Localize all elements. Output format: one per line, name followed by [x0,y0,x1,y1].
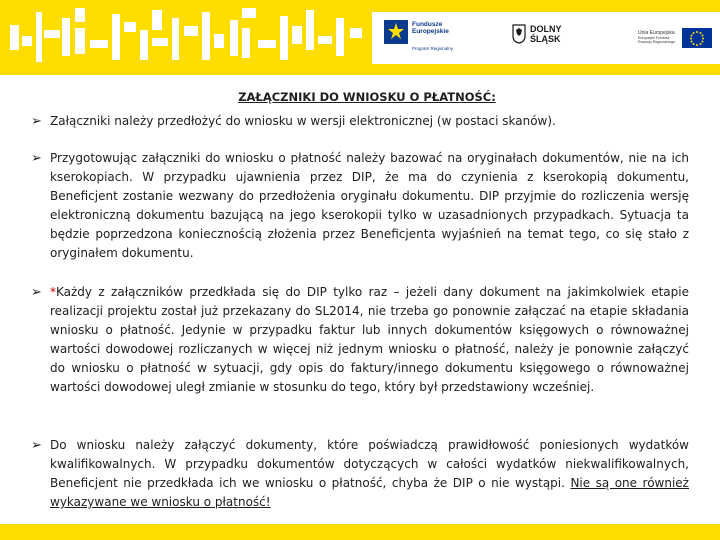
bottom-stripe [0,524,720,540]
eu-line2: Europejski Fundusz [638,36,670,40]
bullet-text: Do wniosku należy załączyć dokumenty, które poświadczą prawidłowość poniesionych wydatków kwalifikowalnych. W przypadku dokumentów dotyczących w całości wydatków niekwalifikowalnych, Beneficjent nie przedkłada ich we wniosku o płatność, chyba że DIP o nie wystąpi. [50,438,689,490]
arrow-bullet-icon: ➢ [31,114,42,129]
fe-title [412,21,449,35]
fundusze-europejskie-logo [384,18,484,58]
fe-line1: Fundusze [412,21,443,28]
underlined-note: Nie są one również wykazywane we wniosku o płatność! [50,476,689,509]
logo-panel [372,12,720,64]
bullet-text: Każdy z załączników przedkłada się do DIP tylko raz – jeżeli dany dokument na jakimkolwiek etapie realizacji projektu został już przekazany do SL2014, nie trzeba go ponownie załączać na etapie składania wniosku o płatność. Jedynie w przypadku faktur lub innych dokumentów księgowych o równoważnej wartości dowodowej rozliczanych w więcej niż jednym wniosku o płatność, należy je ponownie załączyć do wniosku o płatność w sytuacji, gdy opis do faktury/innego dokumentu księgowego o równoważnej wartości dowodowej uległ zmianie w stosunku do tego, który był przedstawiony wcześniej. [50,285,689,394]
bullet-text-wrapper [50,283,689,397]
bullet-item [31,149,689,263]
bullet-item [31,436,689,512]
page-title: ZAŁĄCZNIKI DO WNIOSKU O PŁATNOŚĆ: [238,90,496,104]
bullet-text-wrapper [50,436,689,512]
bullet-text: Załączniki należy przedłożyć do wniosku w wersji elektronicznej (w postaci skanów). [50,114,556,128]
header-banner [0,0,720,75]
bullet-item [31,283,689,397]
decorative-pattern [0,0,372,75]
ds-line1: DOLNY [530,24,562,34]
eu-logo [638,22,720,54]
fe-line2: Europejskie [412,28,449,35]
eu-line1: Unia Europejska [638,30,675,36]
arrow-bullet-icon: ➢ [31,151,42,166]
eagle-crest-icon [512,24,526,44]
bullet-text: Przygotowując załączniki do wniosku o płatność należy bazować na oryginałach dokumentów, nie na ich kserokopiach. W przypadku ujawnienia przez DIP, że ma do czynienia z kserokopią dokumentu, Beneficjent zostanie wezwany do przedłożenia oryginału dokumentu. DIP przyjmie do rozliczenia wersję elektroniczną dokumentu bazującą na jego kserokopii tylko w uzasadnionych przypadkach. Sytuacja ta będzie poprzedzona koniecznością złożenia przez Beneficjenta wyjaśnień na temat tego, co się stało z oryginałem dokumentu. [50,151,689,260]
asterisk-marker: * [50,285,56,299]
ds-line2: ŚLĄSK [530,34,561,44]
arrow-bullet-icon: ➢ [31,438,42,453]
fe-subtitle: Program Regionalny [412,46,454,51]
dolny-slask-logo [512,22,582,52]
bullet-item [31,112,689,131]
eu-flag-icon [682,28,712,48]
eu-title [638,30,675,45]
eu-line3: Rozwoju Regionalnego [638,40,675,45]
ds-title [530,24,562,44]
fe-star-icon [384,20,408,44]
arrow-bullet-icon: ➢ [31,285,42,300]
